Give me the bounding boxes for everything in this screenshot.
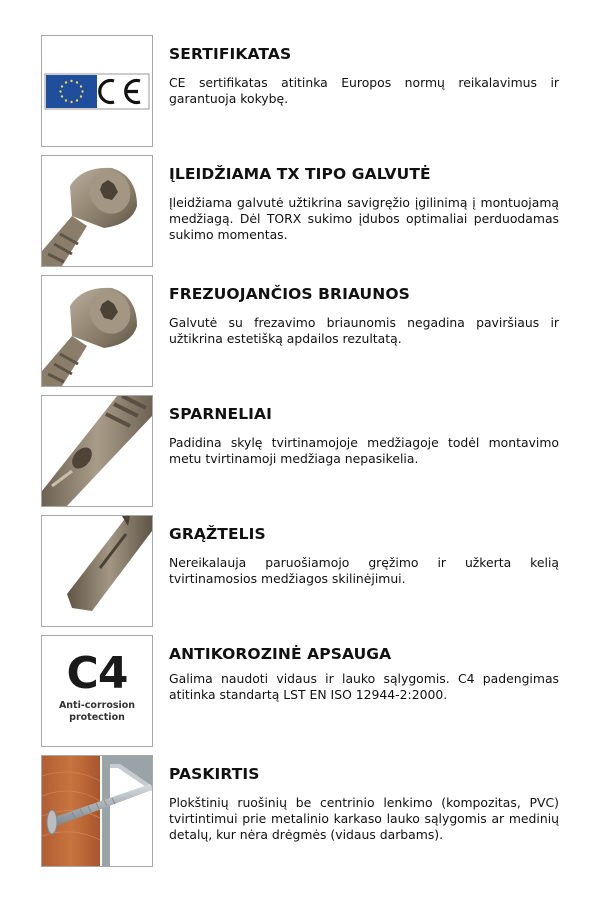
feature-title: PASKIRTIS <box>169 765 260 783</box>
feature-text <box>169 405 559 467</box>
application-wood-metal-icon <box>41 755 153 867</box>
ce-eu-flag-icon <box>41 35 153 147</box>
screw-wings-icon <box>41 395 153 507</box>
c4-anticorrosion-icon <box>41 635 153 747</box>
feature-row-milling-ribs <box>41 275 561 387</box>
feature-description: Padidina skylę tvirtinamojoje medžiagoje todėl montavimo metu tvirtinamoji medžiaga nepasikelia. <box>169 435 559 466</box>
feature-description: Galvutė su frezavimo briaunomis negadina paviršiaus ir užtikrina estetišką apdailos rezultatą. <box>169 315 559 346</box>
feature-row-certificate <box>41 35 561 147</box>
feature-text <box>169 45 559 107</box>
feature-description: Galima naudoti vidaus ir lauko sąlygomis. C4 padengimas atitinka standartą LST EN ISO 12944-2:2000. <box>169 671 559 702</box>
feature-row-drill-tip <box>41 515 561 627</box>
feature-row-tx-head <box>41 155 561 267</box>
c4-badge-line2: protection <box>69 712 125 723</box>
feature-text <box>169 645 559 703</box>
feature-description: Plokštinių ruošinių be centrinio lenkimo (kompozitas, PVC) tvirtintimui prie metalinio karkaso lauko sąlygomis ar medinių detalų, kur nėra drėgmės (vidaus darbams). <box>169 795 559 842</box>
feature-description: Įleidžiama galvutė užtikrina savigręžio įgilinimą į montuojamą medžiagą. Dėl TORX sukimo įdubos optimaliai perduodamas sukimo momentas. <box>169 195 559 242</box>
feature-title: ĮLEIDŽIAMA TX TIPO GALVUTĖ <box>169 165 431 183</box>
drill-tip-icon <box>41 515 153 627</box>
feature-title: SPARNELIAI <box>169 405 272 423</box>
screw-head-torx-icon <box>41 155 153 267</box>
feature-text <box>169 165 559 243</box>
feature-description: Nereikalauja paruošiamojo gręžimo ir užkerta kelią tvirtinamosios medžiagos skilinėjimui. <box>169 555 559 586</box>
feature-row-anticorrosion <box>41 635 561 747</box>
feature-title: SERTIFIKATAS <box>169 45 292 63</box>
feature-title: GRĄŽTELIS <box>169 525 266 543</box>
screw-head-milling-ribs-icon <box>41 275 153 387</box>
c4-badge-label: C4 <box>66 648 128 699</box>
feature-text <box>169 285 559 347</box>
c4-badge-line1: Anti-corrosion <box>58 700 136 711</box>
feature-description: CE sertifikatas atitinka Europos normų reikalavimus ir garantuoja kokybę. <box>169 75 559 106</box>
feature-title: FREZUOJANČIOS BRIAUNOS <box>169 285 410 303</box>
feature-title: ANTIKOROZINĖ APSAUGA <box>169 645 392 663</box>
feature-text <box>169 765 559 843</box>
feature-text <box>169 525 559 587</box>
feature-row-wings <box>41 395 561 507</box>
feature-row-application <box>41 755 561 867</box>
